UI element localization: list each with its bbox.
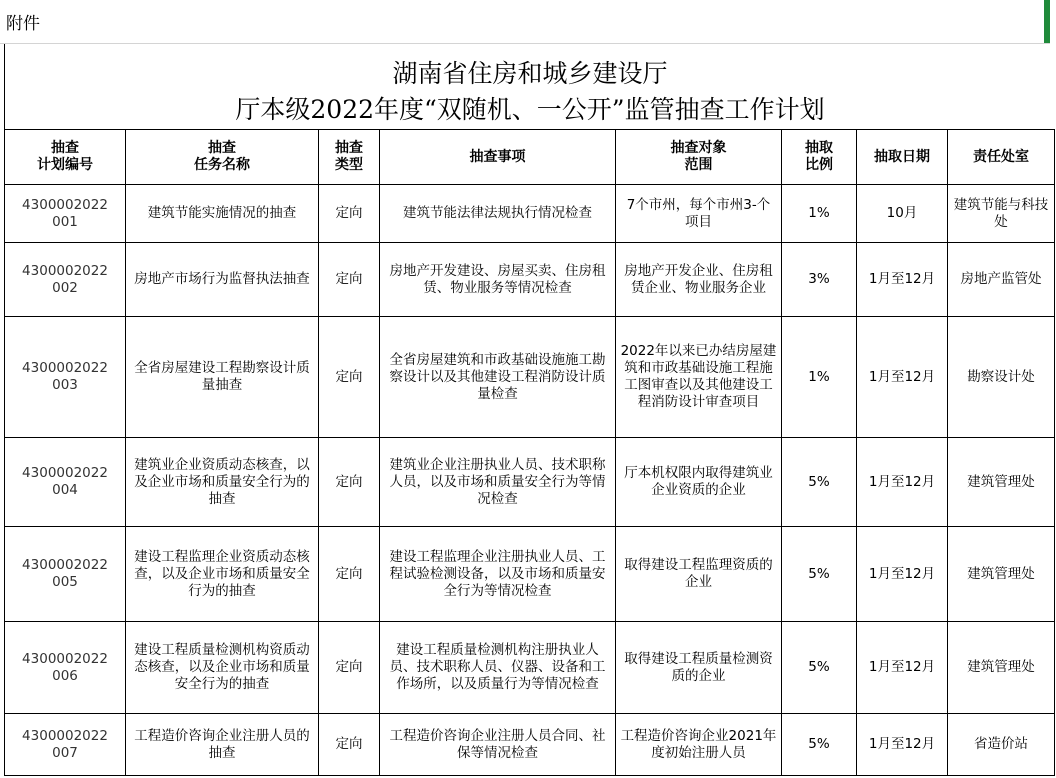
- cell-dept[interactable]: 房地产监管处: [948, 243, 1055, 317]
- cell-ratio[interactable]: 5%: [782, 438, 857, 527]
- table-row: [5, 317, 1055, 438]
- cell-date[interactable]: 1月至12月: [857, 714, 948, 776]
- cell-task[interactable]: 建筑节能实施情况的抽查: [126, 185, 319, 243]
- cell-items[interactable]: 建筑业企业注册执业人员、技术职称人员，以及市场和质量安全行为等情况检查: [380, 438, 616, 527]
- scrollbar-indicator: [1044, 0, 1050, 43]
- cell-ratio[interactable]: 5%: [782, 714, 857, 776]
- document-title: [4, 44, 1055, 129]
- title-line-1: 湖南省住房和城乡建设厅: [392, 59, 668, 88]
- col-header-scope[interactable]: 抽查对象 范围: [616, 130, 782, 185]
- cell-type[interactable]: 定向: [319, 185, 380, 243]
- cell-type[interactable]: 定向: [319, 243, 380, 317]
- col-header-dept[interactable]: 责任处室: [948, 130, 1055, 185]
- cell-ratio[interactable]: 5%: [782, 527, 857, 622]
- cell-scope[interactable]: 取得建设工程监理资质的企业: [616, 527, 782, 622]
- cell-items[interactable]: 工程造价咨询企业注册人员合同、社保等情况检查: [380, 714, 616, 776]
- cell-type[interactable]: 定向: [319, 438, 380, 527]
- cell-date[interactable]: 10月: [857, 185, 948, 243]
- cell-date[interactable]: 1月至12月: [857, 622, 948, 714]
- cell-date[interactable]: 1月至12月: [857, 438, 948, 527]
- cell-scope[interactable]: 厅本机权限内取得建筑业企业资质的企业: [616, 438, 782, 527]
- title-line-2: 厅本级2022年度“双随机、一公开”监管抽查工作计划: [235, 95, 825, 124]
- cell-code[interactable]: 4300002022 001: [5, 185, 126, 243]
- col-header-date[interactable]: 抽取日期: [857, 130, 948, 185]
- table-row: [5, 714, 1055, 776]
- cell-scope[interactable]: 房地产开发企业、住房租赁企业、物业服务企业: [616, 243, 782, 317]
- cell-scope[interactable]: 2022年以来已办结房屋建筑和市政基础设施工程施工图审查以及其他建设工程消防设计审查项目: [616, 317, 782, 438]
- cell-task[interactable]: 建设工程质量检测机构资质动态核查，以及企业市场和质量安全行为的抽查: [126, 622, 319, 714]
- cell-dept[interactable]: 勘察设计处: [948, 317, 1055, 438]
- cell-code[interactable]: 4300002022 002: [5, 243, 126, 317]
- col-header-type[interactable]: 抽查 类型: [319, 130, 380, 185]
- cell-task[interactable]: 工程造价咨询企业注册人员的抽查: [126, 714, 319, 776]
- cell-date[interactable]: 1月至12月: [857, 317, 948, 438]
- cell-items[interactable]: 房地产开发建设、房屋买卖、住房租赁、物业服务等情况检查: [380, 243, 616, 317]
- cell-type[interactable]: 定向: [319, 714, 380, 776]
- cell-dept[interactable]: 建筑管理处: [948, 527, 1055, 622]
- cell-dept[interactable]: 建筑节能与科技处: [948, 185, 1055, 243]
- cell-type[interactable]: 定向: [319, 317, 380, 438]
- cell-code[interactable]: 4300002022 007: [5, 714, 126, 776]
- plan-table: [4, 129, 1055, 776]
- cell-code[interactable]: 4300002022 005: [5, 527, 126, 622]
- cell-ratio[interactable]: 1%: [782, 317, 857, 438]
- table-row: [5, 185, 1055, 243]
- cell-type[interactable]: 定向: [319, 622, 380, 714]
- cell-type[interactable]: 定向: [319, 527, 380, 622]
- col-header-items[interactable]: 抽查事项: [380, 130, 616, 185]
- cell-task[interactable]: 全省房屋建设工程勘察设计质量抽查: [126, 317, 319, 438]
- table-row: [5, 622, 1055, 714]
- cell-code[interactable]: 4300002022 003: [5, 317, 126, 438]
- attachment-row[interactable]: [0, 0, 1050, 44]
- col-header-ratio[interactable]: 抽取 比例: [782, 130, 857, 185]
- cell-dept[interactable]: 建筑管理处: [948, 438, 1055, 527]
- table-header-row: [5, 130, 1055, 185]
- table-row: [5, 527, 1055, 622]
- cell-ratio[interactable]: 3%: [782, 243, 857, 317]
- col-header-code[interactable]: 抽查 计划编号: [5, 130, 126, 185]
- cell-task[interactable]: 房地产市场行为监督执法抽查: [126, 243, 319, 317]
- cell-dept[interactable]: 省造价站: [948, 714, 1055, 776]
- cell-dept[interactable]: 建筑管理处: [948, 622, 1055, 714]
- cell-date[interactable]: 1月至12月: [857, 527, 948, 622]
- attachment-label[interactable]: 附件: [6, 14, 40, 34]
- cell-items[interactable]: 全省房屋建筑和市政基础设施施工勘察设计以及其他建设工程消防设计质量检查: [380, 317, 616, 438]
- cell-ratio[interactable]: 5%: [782, 622, 857, 714]
- cell-items[interactable]: 建筑节能法律法规执行情况检查: [380, 185, 616, 243]
- cell-items[interactable]: 建设工程监理企业注册执业人员、工程试验检测设备，以及市场和质量安全行为等情况检查: [380, 527, 616, 622]
- cell-code[interactable]: 4300002022 004: [5, 438, 126, 527]
- cell-task[interactable]: 建设工程监理企业资质动态核查，以及企业市场和质量安全行为的抽查: [126, 527, 319, 622]
- table-row: [5, 243, 1055, 317]
- cell-date[interactable]: 1月至12月: [857, 243, 948, 317]
- cell-scope[interactable]: 工程造价咨询企业2021年度初始注册人员: [616, 714, 782, 776]
- col-header-task[interactable]: 抽查 任务名称: [126, 130, 319, 185]
- cell-items[interactable]: 建设工程质量检测机构注册执业人员、技术职称人员、仪器、设备和工作场所，以及质量行为等情况检查: [380, 622, 616, 714]
- cell-scope[interactable]: 7个市州，每个市州3-个项目: [616, 185, 782, 243]
- cell-task[interactable]: 建筑业企业资质动态核查，以及企业市场和质量安全行为的抽查: [126, 438, 319, 527]
- cell-code[interactable]: 4300002022 006: [5, 622, 126, 714]
- table-row: [5, 438, 1055, 527]
- cell-scope[interactable]: 取得建设工程质量检测资质的企业: [616, 622, 782, 714]
- cell-ratio[interactable]: 1%: [782, 185, 857, 243]
